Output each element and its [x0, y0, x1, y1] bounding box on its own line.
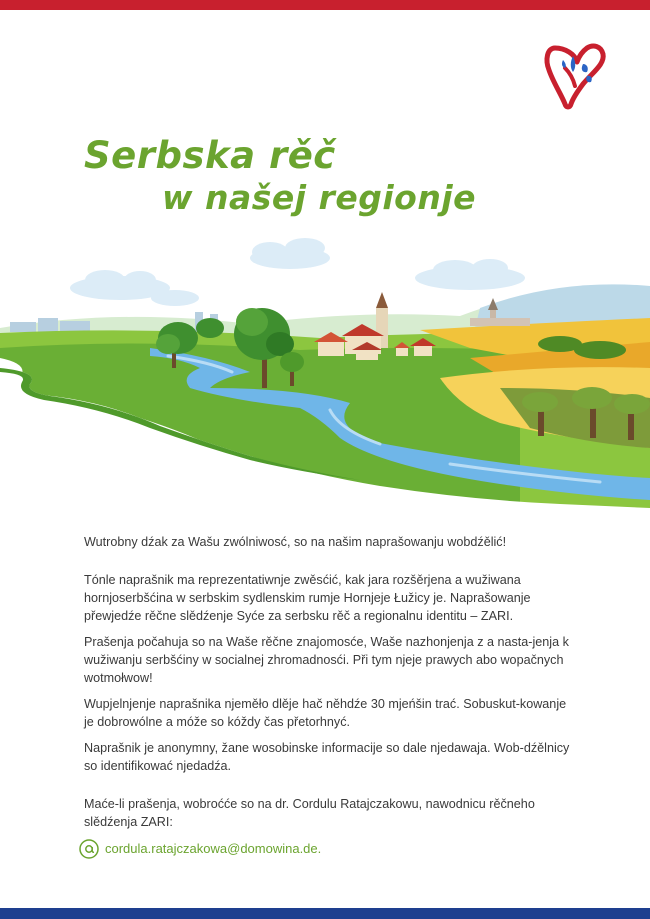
description-paragraph: Tónle naprašnik ma reprezentatiwnje zwěsćić, kak jara rozšěrjena a wužiwana hornjoserbšćina w serbskim sydlenskim rumje Hornjeje Łužicy je. Naprašowanje přewjedźe rěčne slědźenje Syće za serbsku rěč a regionalnu identitu – ZARI. — [84, 573, 531, 623]
heart-leaf-logo-icon — [543, 42, 607, 110]
intro-paragraph: Wutrobny dźak za Wašu zwólniwosć, so na našim naprašowanju wobdźělić! — [84, 535, 507, 549]
duration-paragraph: Wupjelnjenje naprašnika njeměło dlěje hač něhdźe 30 mjeńšin trać. Sobuskut-kowanje je dobrowólne a móže so kóždy čas přetorhnyć. — [84, 697, 567, 729]
email-link[interactable]: cordula.ratajczakowa@domowina.de. — [105, 841, 322, 856]
cloud-icon — [70, 238, 525, 306]
body-text — [84, 533, 576, 859]
contact-paragraph: Maće-li prašenja, wobroćće so na dr. Cordulu Ratajczakowu, nawodnicu rěčneho slědźenja ZARI: — [84, 797, 535, 829]
anonymity-paragraph: Naprašnik je anonymny, žane wosobinske informacije so dale njedawaja. Wob-dźělnicy so identifikować njedadźa. — [84, 741, 570, 773]
title-line-2: w našej regionje — [162, 178, 477, 217]
email-row — [84, 839, 576, 859]
river-landscape-illustration — [0, 238, 650, 518]
questions-paragraph: Prašenja počahuja so na Waše rěčne znajomosće, Waše nazhonjenja z a nasta-jenja k wužiwanju serbšćiny w socialnej zhromadnosći. Při tym njeje prawych abo wopačnych wotmołwow! — [84, 635, 569, 685]
top-red-bar — [0, 0, 650, 10]
bottom-blue-bar — [0, 908, 650, 919]
email-at-icon — [79, 839, 99, 859]
page-title — [84, 134, 476, 218]
title-line-1: Serbska rěč — [84, 134, 336, 177]
